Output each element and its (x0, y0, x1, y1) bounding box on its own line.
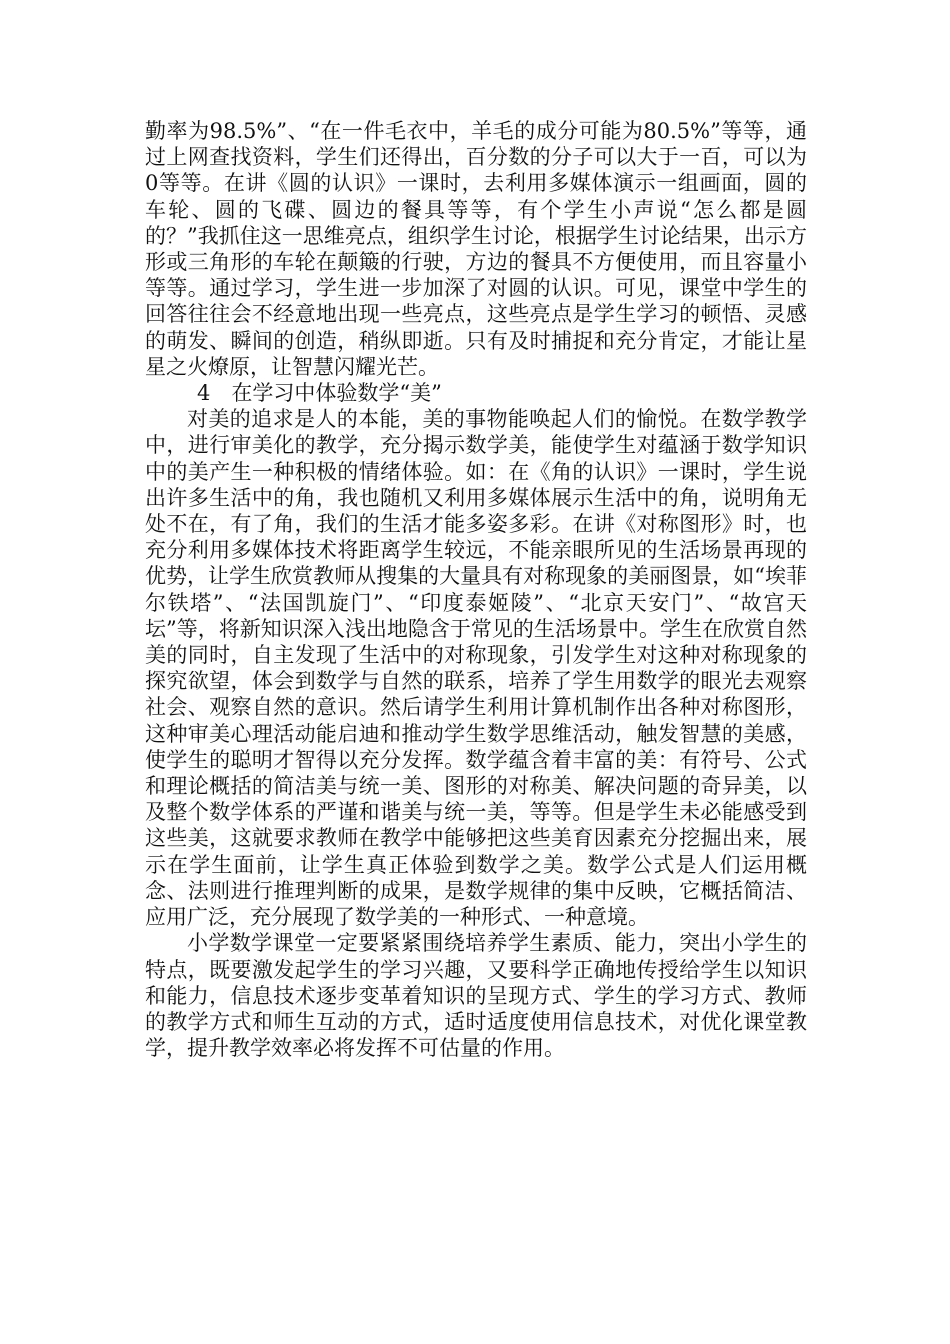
section-heading: 4 在学习中体验数学“美” (197, 381, 442, 406)
body-text (145, 118, 807, 1061)
paragraph-continued: 勤率为98.5%”、“在一件毛衣中，羊毛的成分可能为80.5%”等等，通过上网查找资料，学生们还得出，百分数的分子可以大于一百，可以为0等等。在讲《圆的认识》一课时，去利用多媒体演示一组画面，圆的车轮、圆的飞碟、圆边的餐具等等，有个学生小声说“怎么都是圆的？”我抓住这一思维亮点，组织学生讨论，根据学生讨论结果，出示方形或三角形的车轮在颠簸的行驶，方边的餐具不方便使用，而且容量小等等。通过学习，学生进一步加深了对圆的认识。可见，课堂中学生的回答往往会不经意地出现一些亮点，这些亮点是学生学习的顿悟、灵感的萌发、瞬间的创造，稍纵即逝。只有及时捕捉和充分肯定，才能让星星之火燎原，让智慧闪耀光芒。 (145, 119, 807, 379)
paragraph: 对美的追求是人的本能，美的事物能唤起人们的愉悦。在数学教学中，进行审美化的教学，充分揭示数学美，能使学生对蕴涵于数学知识中的美产生一种积极的情绪体验。如：在《角的认识》一课时，学生说出许多生活中的角，我也随机又利用多媒体展示生活中的角，说明角无处不在，有了角，我们的生活才能多姿多彩。在讲《对称图形》时，也充分利用多媒体技术将距离学生较远，不能亲眼所见的生活场景再现的优势，让学生欣赏教师从搜集的大量具有对称现象的美丽图景，如“埃菲尔铁塔”、“法国凯旋门”、“印度泰姬陵”、“北京天安门”、“故宫天坛”等，将新知识深入浅出地隐含于常见的生活场景中。学生在欣赏自然美的同时，自主发现了生活中的对称现象，引发学生对这种对称现象的探究欲望，体会到数学与自然的联系，培养了学生用数学的眼光去观察社会、观察自然的意识。然后请学生利用计算机制作出各种对称图形，这种审美心理活动能启迪和推动学生数学思维活动，触发智慧的美感，使学生的聪明才智得以充分发挥。数学蕴含着丰富的美：有符号、公式和理论概括的简洁美与统一美、图形的对称美、解决问题的奇异美，以及整个数学体系的严谨和谐美与统一美，等等。但是学生未必能感受到这些美，这就要求教师在教学中能够把这些美育因素充分挖掘出来，展示在学生面前，让学生真正体验到数学之美。数学公式是人们运用概念、法则进行推理判断的成果，是数学规律的集中反映，它概括简洁、应用广泛，充分展现了数学美的一种形式、一种意境。 (145, 407, 807, 930)
paragraph: 小学数学课堂一定要紧紧围绕培养学生素质、能力，突出小学生的特点，既要激发起学生的学习兴趣，又要科学正确地传授给学生以知识和能力，信息技术逐步变革着知识的呈现方式、学生的学习方式、教师的教学方式和师生互动的方式，适时适度使用信息技术，对优化课堂教学，提升教学效率必将发挥不可估量的作用。 (145, 931, 807, 1061)
